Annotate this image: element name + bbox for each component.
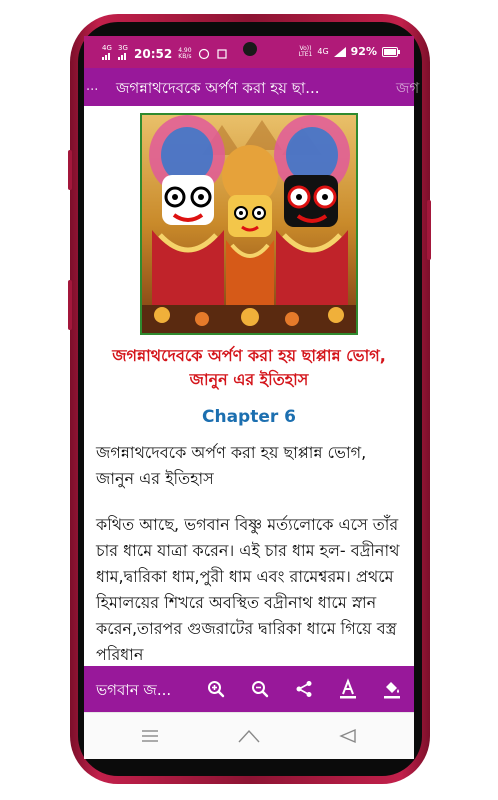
network-type: 4G [317,47,329,56]
tab-current-chapter[interactable]: জগন্নাথদেবকে অর্পণ করা হয় ছা... [116,79,320,97]
signal-bars-icon [118,52,128,60]
phone-side-button [68,280,72,330]
jagannath-deities-image [140,113,358,335]
share-icon[interactable] [291,676,317,702]
whatsapp-notification-icon [198,49,210,59]
phone-power-button [427,200,431,260]
font-icon[interactable] [335,676,361,702]
lte-label: LTE1 [298,50,313,58]
back-icon[interactable] [336,724,360,748]
volte-indicator [299,46,313,58]
net-speed [178,48,191,60]
tab-next[interactable]: জগ [396,79,420,97]
article-title: জগন্নাথদেবকে অর্পণ করা হয় ছাপ্পান্ন ভোগ, জানুন এর ইতিহাস [112,346,386,389]
battery-percent: 92% [350,45,377,58]
zoom-out-icon[interactable] [247,676,273,702]
sim1-network: 4G [102,44,112,52]
chapter-tab-bar[interactable] [84,68,420,106]
menu-icon[interactable] [138,724,162,748]
battery-icon [382,47,400,57]
phone-screen [84,36,420,758]
paint-bucket-icon[interactable] [379,676,405,702]
article-content[interactable] [84,106,414,666]
net-speed-value: 4.90 [178,46,192,54]
reader-toolbar [84,666,414,712]
signal-bars-icon [102,52,112,60]
phone-volume-button [68,150,72,190]
article-paragraph-1: জগন্নাথদেবকে অর্পণ করা হয় ছাপ্পান্ন ভোগ, জানুন এর ইতিহাস [96,443,367,488]
signal-sim2 [118,45,128,62]
status-bar [84,36,414,68]
tab-previous[interactable]: ... [86,79,99,94]
chapter-heading: Chapter 6 [201,407,296,427]
zoom-in-icon[interactable] [203,676,229,702]
book-title-button[interactable]: ভগবান জ... [96,681,172,699]
net-speed-unit: KB/s [178,52,192,60]
article-paragraph-2: কথিত আছে, ভগবান বিষ্ণু মর্ত্যলোকে এসে তাঁর চার ধামে যাত্রা করেন। এই চার ধাম হল- বদ্রীনাথ ধাম,দ্বারিকা ধাম,পুরী ধাম এবং রামেশ্বরম। প্রথমে হিমালয়ের শিখরে অবস্থিত বদ্রীনাথ ধামে স্নান করেন,তারপর গুজরাটের দ্বারিকা ধামে গিয়ে বস্ত্র পরিধান [96,515,400,664]
signal-strength-icon [334,47,346,57]
clock: 20:52 [134,46,173,61]
signal-sim1 [102,45,112,62]
volte-label: Vo)) [299,44,312,52]
front-camera [243,42,257,56]
sim-notification-icon [216,49,228,59]
sim2-network: 3G [118,44,128,52]
home-icon[interactable] [237,724,261,748]
jagannath-deities-illustration [142,115,356,333]
system-nav-bar [84,712,414,759]
